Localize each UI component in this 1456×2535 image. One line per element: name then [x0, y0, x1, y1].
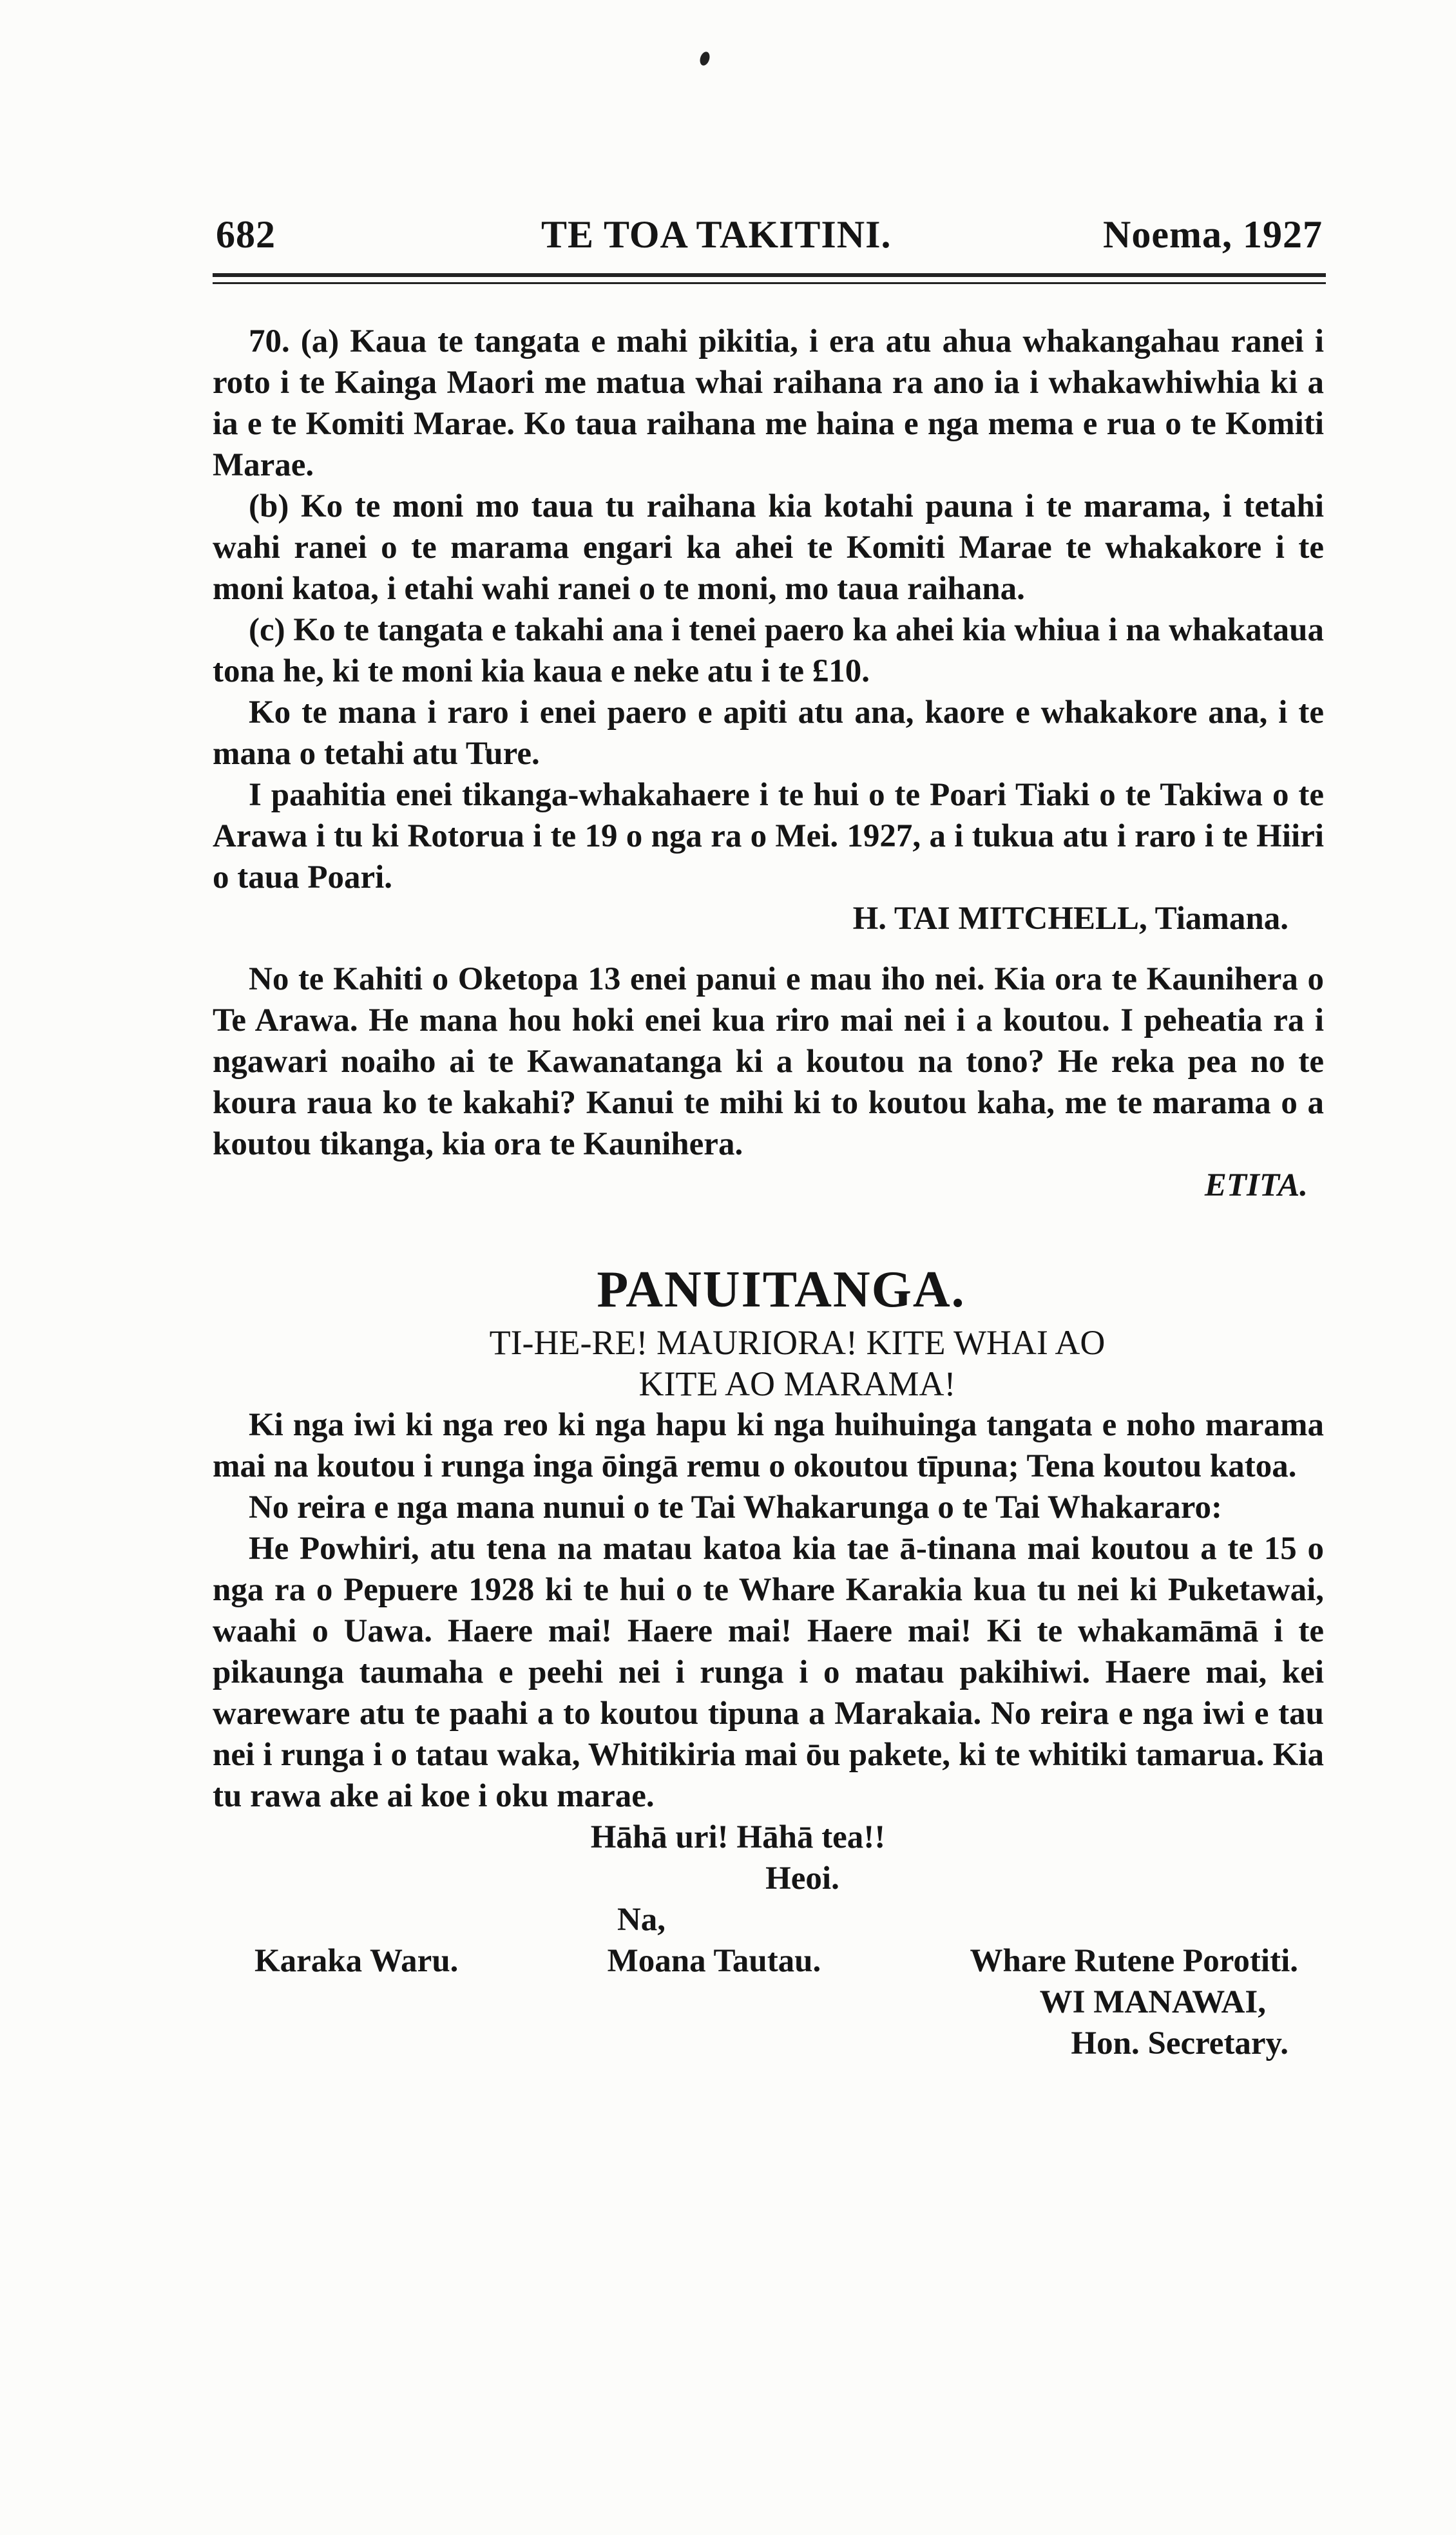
clause-70-b: (b) Ko te moni mo taua tu raihana kia kotahi pauna i te marama, i tetahi wahi ranei o te marama engari ka ahei te Komiti Marae te whakakore i te moni katoa, i etahi wahi ranei o te moni, mo taua raihana. — [213, 488, 1324, 607]
clause-70-c: (c) Ko te tangata e takahi ana i tenei paero ka ahei kia whiua i na whakataua tona he, ki te moni kia kaua e neke atu i te £10. — [213, 612, 1324, 689]
page-header — [216, 213, 1323, 264]
header-rule-thick — [213, 273, 1326, 277]
clause-passed: I paahitia enei tikanga-whakahaere i te hui o te Poari Tiaki o te Takiwa o te Arawa i tu ki Rotorua i te 19 o nga ra o Mei. 1927, a i tukua atu i raro i te Hiiri o taua Poari. — [213, 777, 1324, 895]
notice-heading: PANUITANGA. — [597, 1261, 966, 1318]
page-body — [213, 321, 1324, 2064]
secretary-title: Hon. Secretary. — [1071, 2025, 1288, 2061]
closing-line-2: Heoi. — [765, 1861, 839, 1897]
clause-rescind: Ko te mana i raro i enei paero e apiti atu ana, kaore e whakakore ana, i te mana o tetahi atu Ture. — [213, 694, 1324, 772]
clause-70-a: 70. (a) Kaua te tangata e mahi pikitia, i era atu ahua whakangahau ranei i roto i te Kainga Maori me matua whai raihana ra ano ia i whakawhiwhia ki a ia e te Komiti Marae. Ko taua raihana me haina e nga mema e rua o te Komiti Marae. — [213, 323, 1324, 483]
issue-date: Noema, 1927 — [1103, 213, 1323, 256]
notice-subheading-1: TI-HE-RE! MAURIORA! KITE WHAI AO — [489, 1323, 1106, 1362]
chairman-signature: H. TAI MITCHELL, Tiamana. — [852, 901, 1288, 937]
signatory-name-3: Whare Rutene Porotiti. — [970, 1943, 1298, 1979]
closing-line-1: Hāhā uri! Hāhā tea!! — [590, 1819, 886, 1855]
notice-paragraph-1: Ki nga iwi ki nga reo ki nga hapu ki nga huihuinga tangata e noho marama mai na koutou i runga inga ōingā remu o okoutou tīpuna; Tena koutou katoa. — [213, 1407, 1324, 1484]
secretary-name: WI MANAWAI, — [1039, 1984, 1266, 2020]
signatory-names — [213, 1940, 1324, 1982]
header-rule-thin — [213, 282, 1326, 284]
editorial-text: No te Kahiti o Oketopa 13 enei panui e mau iho nei. Kia ora te Kaunihera o Te Arawa. He mana hou hoki enei kua riro mai nei i a koutou. I peheatia ra i ngawari noaiho ai te Kawanatanga ki a koutou na tono? He reka pea no te koura raua ko te kakahi? Kanui te mihi ki to koutou kaha, me te marama o a koutou tikanga, kia ora te Kaunihera. — [213, 961, 1324, 1162]
publication-title: TE TOA TAKITINI. — [541, 213, 892, 256]
notice-paragraph-3: He Powhiri, atu tena na matau katoa kia tae ā-tinana mai koutou a te 15 o nga ra o Pepuere 1928 ki te hui o te Whare Karakia kua tu nei ki Puketawai, waahi o Uawa. Haere mai! Haere mai! Haere mai! Ki te whakamāmā i te pikaunga taumaha e peehi nei i runga i o matau pakihiwi. Haere mai, kei wareware atu te paahi a to koutou tipuna a Marakaia. No reira e nga iwi e tau nei i runga i o tatau waka, Whitikiria mai ōu pakete, ki te whitiki tamarua. Kia tu rawa ake ai koe i oku marae. — [213, 1531, 1324, 1814]
notice-paragraph-2: No reira e nga mana nunui o te Tai Whakarunga o te Tai Whakararo: — [249, 1489, 1222, 1526]
closing-line-3: Na, — [617, 1902, 666, 1938]
signatory-name-1: Karaka Waru. — [254, 1943, 459, 1979]
page-number: 682 — [216, 213, 276, 256]
signatory-name-2: Moana Tautau. — [607, 1943, 821, 1979]
notice-subheading-2: KITE AO MARAMA! — [638, 1364, 956, 1403]
ink-mark — [698, 50, 711, 66]
editor-signature: ETITA. — [1204, 1167, 1308, 1203]
